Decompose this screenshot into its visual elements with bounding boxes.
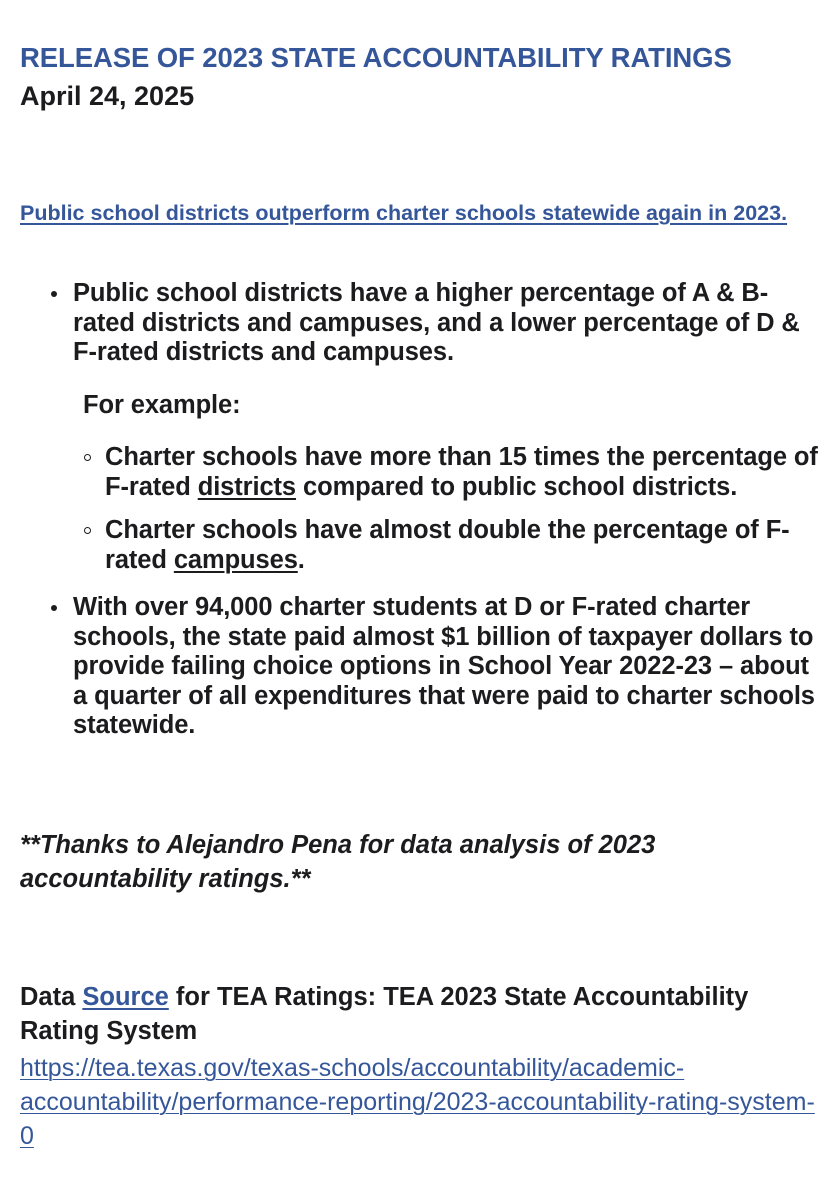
underlined-term-districts: districts (197, 472, 297, 501)
data-source-line (20, 980, 820, 1048)
sub-list-item (20, 443, 820, 502)
example-label: For example: (83, 390, 241, 419)
circle-bullet-icon (84, 454, 91, 461)
bullet-list (20, 279, 820, 741)
sub-bullet-text-part: . (297, 545, 305, 574)
sub-bullet-text (105, 516, 790, 574)
underlined-term-campuses: campuses (173, 545, 298, 574)
source-prefix: Data (20, 983, 83, 1011)
source-url-link[interactable]: https://tea.texas.gov/texas-schools/accountability/academic-accountability/performance-reporting/2023-accountability-rating-system-0 (20, 1054, 815, 1150)
sub-list-item (20, 516, 820, 575)
acknowledgement-note: **Thanks to Alejandro Pena for data analysis of 2023 accountability ratings.** (20, 831, 656, 893)
document-title: RELEASE OF 2023 STATE ACCOUNTABILITY RATINGS (20, 42, 732, 73)
list-item (20, 279, 820, 368)
bullet-text: Public school districts have a higher percentage of A & B-rated districts and campuses, and a lower percentage of D & F-rated districts and campuses. (73, 279, 800, 366)
source-link[interactable]: Source (82, 983, 169, 1011)
subhead-link[interactable]: Public school districts outperform charter schools statewide again in 2023. (20, 201, 788, 225)
bullet-dot-icon (51, 605, 57, 611)
bullet-text: With over 94,000 charter students at D or F-rated charter schools, the state paid almost $1 billion of taxpayer dollars to provide failing choice options in School Year 2022-23 – about a quarter of all expenditures that were paid to charter schools statewide. (73, 593, 815, 739)
sub-bullet-text-part: Charter schools have more than 15 times the percentage of F-rated (105, 443, 818, 501)
sub-bullet-text (105, 443, 818, 501)
document-date: April 24, 2025 (20, 81, 195, 111)
source-suffix: for TEA Ratings: TEA 2023 State Accountability Rating System (20, 983, 749, 1045)
bullet-dot-icon (51, 291, 57, 297)
circle-bullet-icon (84, 527, 91, 534)
sub-bullet-text-part: compared to public school districts. (296, 472, 738, 501)
sub-bullet-text-part: Charter schools have almost double the percentage of F-rated (105, 516, 790, 574)
list-item (20, 593, 820, 741)
